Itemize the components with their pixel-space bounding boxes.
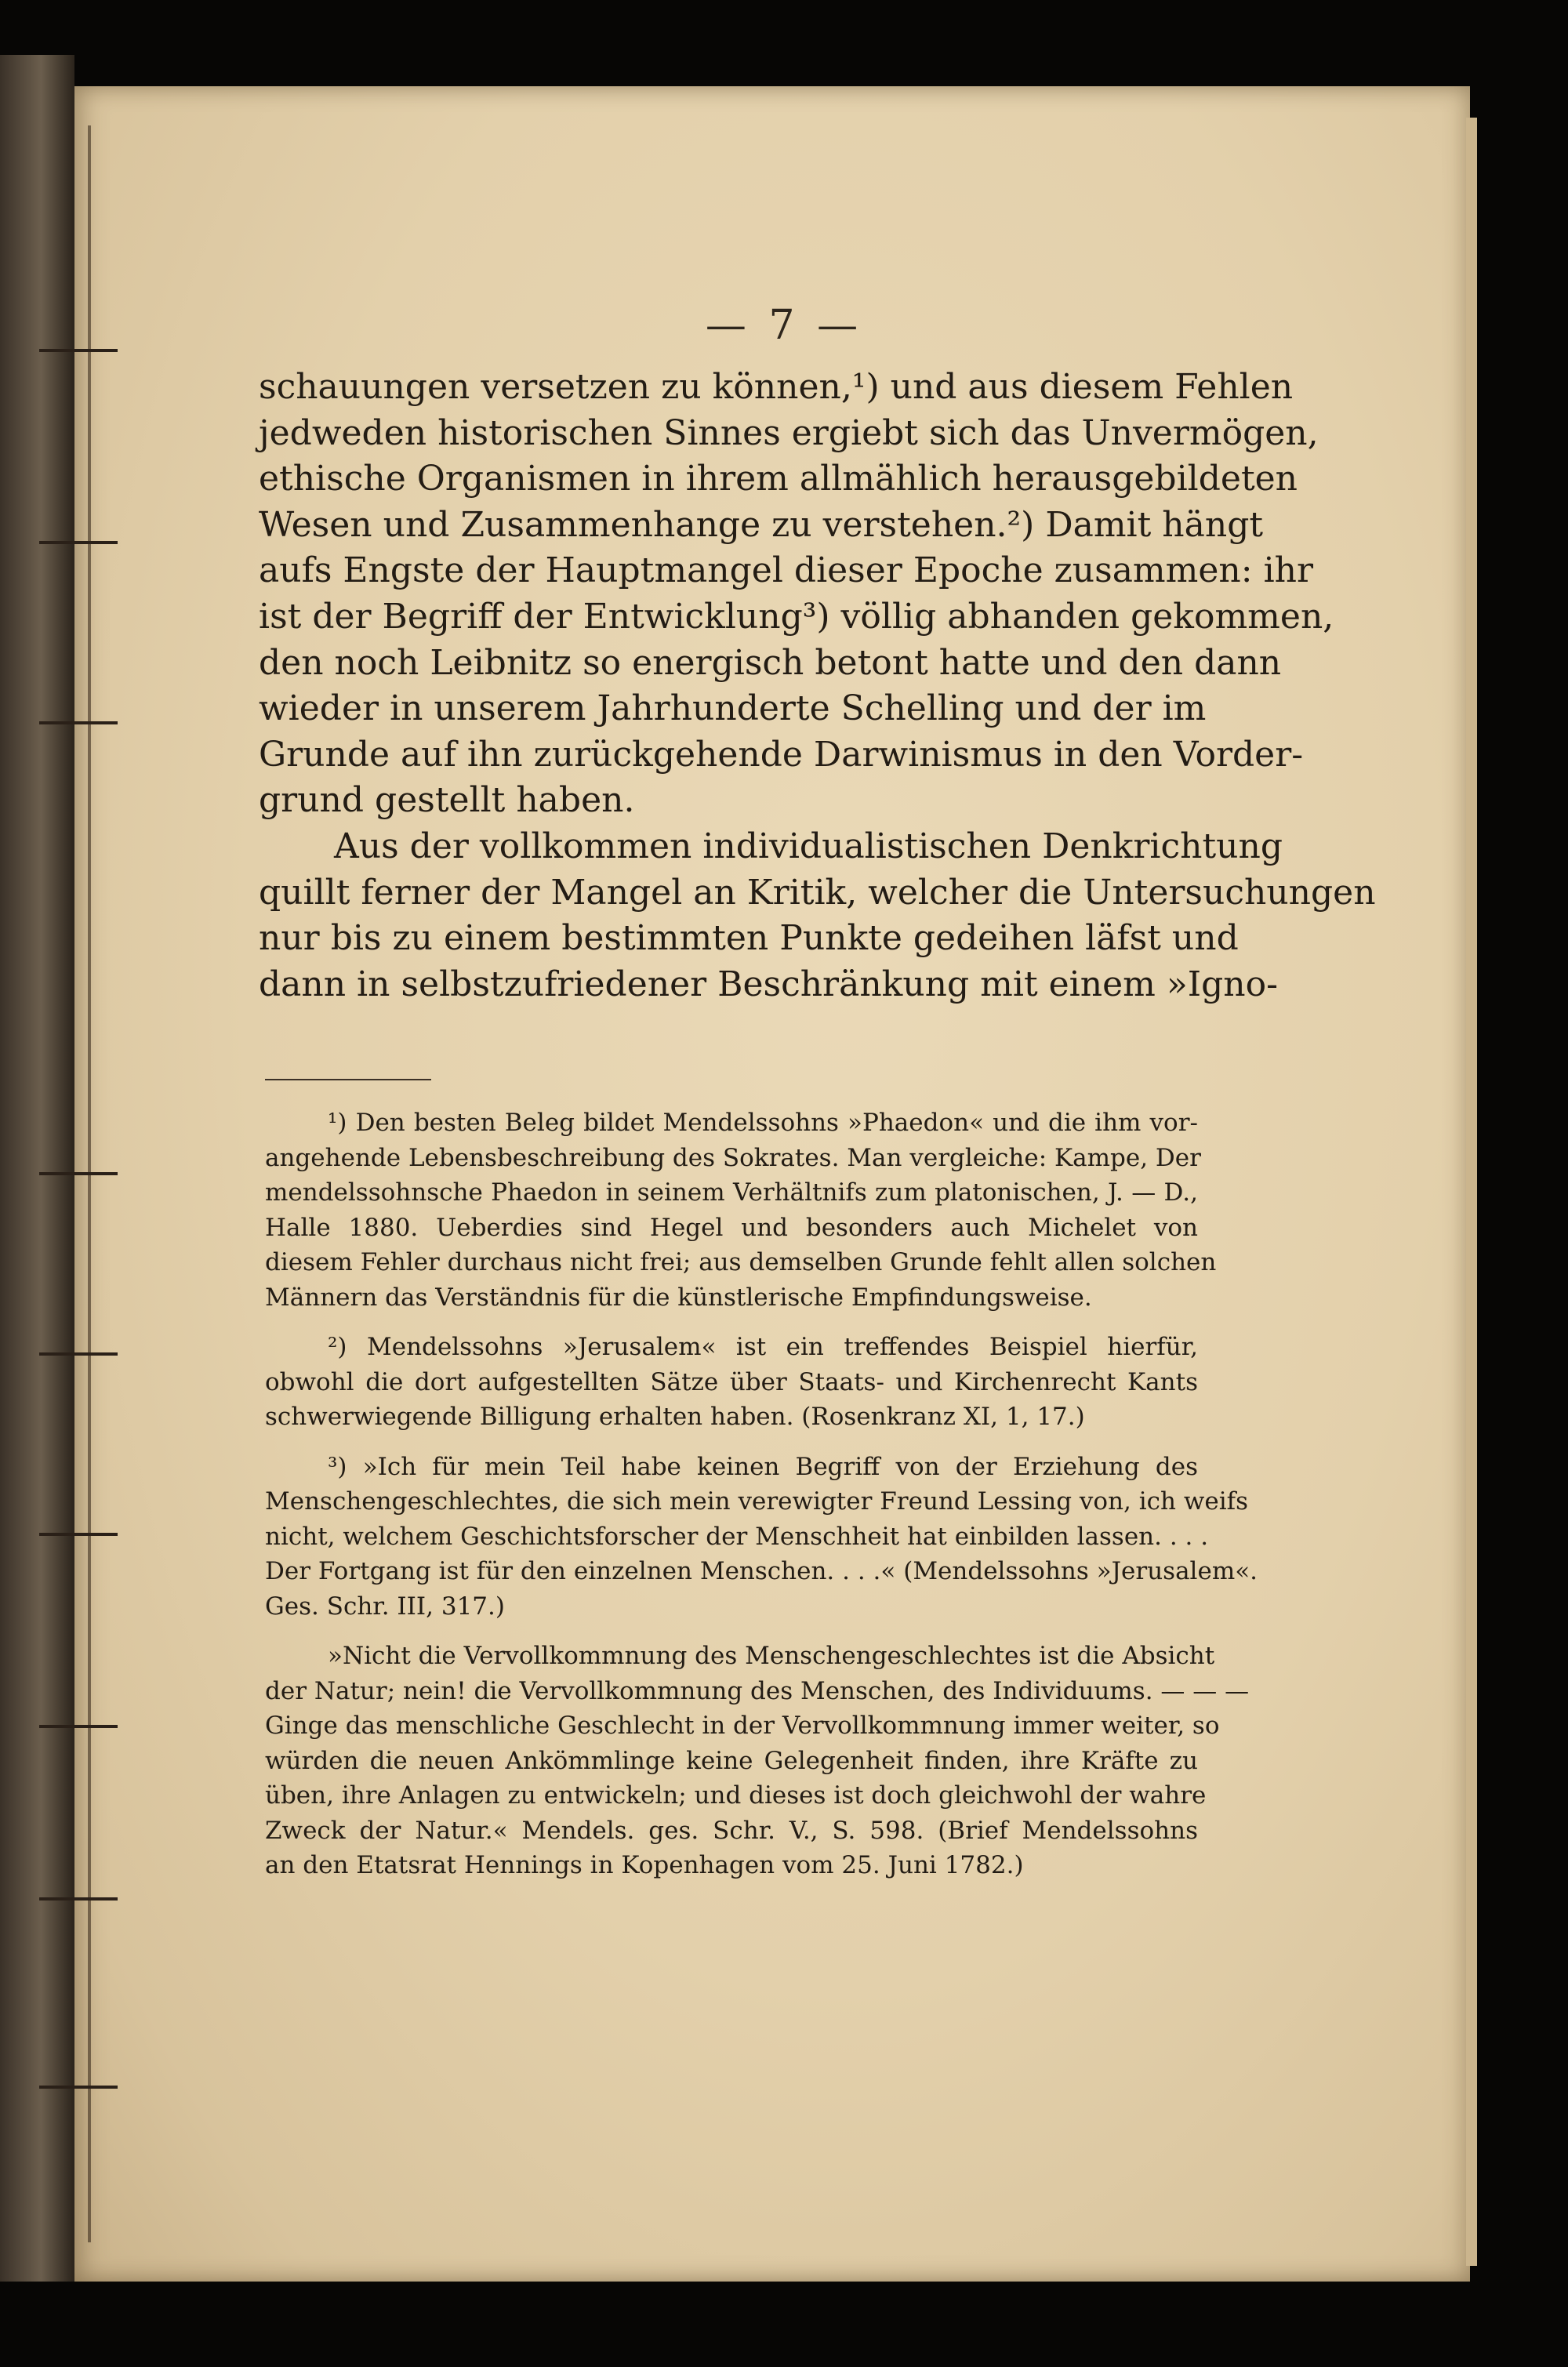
binding-stitch [39, 721, 118, 732]
footnote-line: üben, ihre Anlagen zu entwickeln; und dieses ist doch gleichwohl der wahre [265, 1781, 1207, 1810]
footnote-line: Ges. Schr. III, 317.) [265, 1592, 505, 1621]
text-line: schauungen versetzen zu können,¹) und aus diesem Fehlen [259, 367, 1294, 407]
text-line: grund gestellt haben. [259, 780, 635, 821]
text-line: ethische Organismen in ihrem allmählich herausgebildeten [259, 459, 1298, 499]
text-line: quillt ferner der Mangel an Kritik, welcher die Untersuchungen [259, 872, 1376, 913]
text-line: nur bis zu einem bestimmten Punkte gedeihen läfst und [259, 918, 1239, 959]
footnote-line: nicht, welchem Geschichtsforscher der Menschheit hat einbilden lassen. . . . [265, 1522, 1209, 1551]
footnote-line: obwohl die dort aufgestellten Sätze über Staats- und Kirchenrecht Kants [265, 1367, 1198, 1396]
page-fore-edge [1466, 118, 1477, 2266]
footnote-line: Zweck der Natur.« Mendels. ges. Schr. V., S. 598. (Brief Mendelssohns [265, 1816, 1198, 1845]
binding-stitch [39, 1725, 118, 1736]
binding-spine [88, 125, 91, 2242]
binding-stitch [39, 1533, 118, 1544]
text-line: dann in selbstzufriedener Beschränkung mit einem »Igno- [259, 964, 1278, 1004]
footnote-line: schwerwiegende Billigung erhalten haben. (Rosenkranz XI, 1, 17.) [265, 1403, 1085, 1431]
text-line: Grunde auf ihn zurückgehende Darwinismus in den Vorder- [259, 734, 1304, 775]
text-line: wieder in unserem Jahrhunderte Schelling und der im [259, 688, 1207, 729]
footnote-line: angehende Lebensbeschreibung des Sokrates. Man vergleiche: Kampe, Der [265, 1143, 1201, 1172]
footnotes [265, 1105, 1258, 1898]
main-text [259, 365, 1376, 1007]
page-number: — 7 — [705, 302, 863, 349]
binding-stitch [39, 1897, 118, 1908]
footnote-line: ³) »Ich für mein Teil habe keinen Begriff von der Erziehung des [328, 1452, 1198, 1481]
footnote-2 [265, 1330, 1198, 1435]
footnote-line: Menschengeschlechtes, die sich mein verewigter Freund Lessing von, ich weifs [265, 1487, 1249, 1516]
text-line: ist der Begriff der Entwicklung³) völlig abhanden gekommen, [259, 596, 1334, 637]
binding-stitch [39, 349, 118, 360]
footnote-line: würden die neuen Ankömmlinge keine Gelegenheit finden, ihre Kräfte zu [265, 1746, 1198, 1775]
footnote-line: Ginge das menschliche Geschlecht in der Vervollkommnung immer weiter, so [265, 1712, 1220, 1740]
footnote-3 [265, 1450, 1258, 1625]
text-line: den noch Leibnitz so energisch betont hatte und den dann [259, 642, 1282, 683]
footnote-line: der Natur; nein! die Vervollkommnung des Menschen, des Individuums. — — — [265, 1676, 1250, 1705]
footnote-1 [265, 1105, 1217, 1315]
footnote-line: Halle 1880. Ueberdies sind Hegel und besonders auch Michelet von [265, 1213, 1198, 1242]
footnote-line: ²) Mendelssohns »Jerusalem« ist ein treffendes Beispiel hierfür, [328, 1333, 1198, 1361]
footnote-line: »Nicht die Vervollkommnung des Menschengeschlechtes ist die Absicht [328, 1642, 1215, 1670]
footnote-rule [265, 1079, 431, 1080]
text-line: jedweden historischen Sinnes ergiebt sich das Unvermögen, [259, 412, 1319, 453]
footnote-3-continued [265, 1639, 1250, 1883]
text-line: Wesen und Zusammenhange zu verstehen.²) Damit hängt [259, 504, 1264, 545]
footnote-line: diesem Fehler durchaus nicht frei; aus demselben Grunde fehlt allen solchen [265, 1248, 1217, 1276]
binding-stitch [39, 2086, 118, 2097]
footnote-line: an den Etatsrat Hennings in Kopenhagen vom 25. Juni 1782.) [265, 1851, 1024, 1879]
text-line: Aus der vollkommen individualistischen Denkrichtung [334, 826, 1283, 866]
footnote-line: ¹) Den besten Beleg bildet Mendelssohns »Phaedon« und die ihm vor- [328, 1109, 1198, 1137]
binding-stitch [39, 1352, 118, 1363]
footnote-line: Der Fortgang ist für den einzelnen Menschen. . . .« (Mendelssohns »Jerusalem«. [265, 1557, 1258, 1585]
footnote-line: Männern das Verständnis für die künstlerische Empfindungsweise. [265, 1283, 1092, 1312]
footnote-line: mendelssohnsche Phaedon in seinem Verhältnifs zum platonischen, J. — D., [265, 1178, 1198, 1207]
text-line: aufs Engste der Hauptmangel dieser Epoche zusammen: ihr [259, 550, 1314, 591]
binding-stitch [39, 1172, 118, 1183]
left-page-edge [0, 55, 74, 2282]
binding-stitch [39, 541, 118, 552]
